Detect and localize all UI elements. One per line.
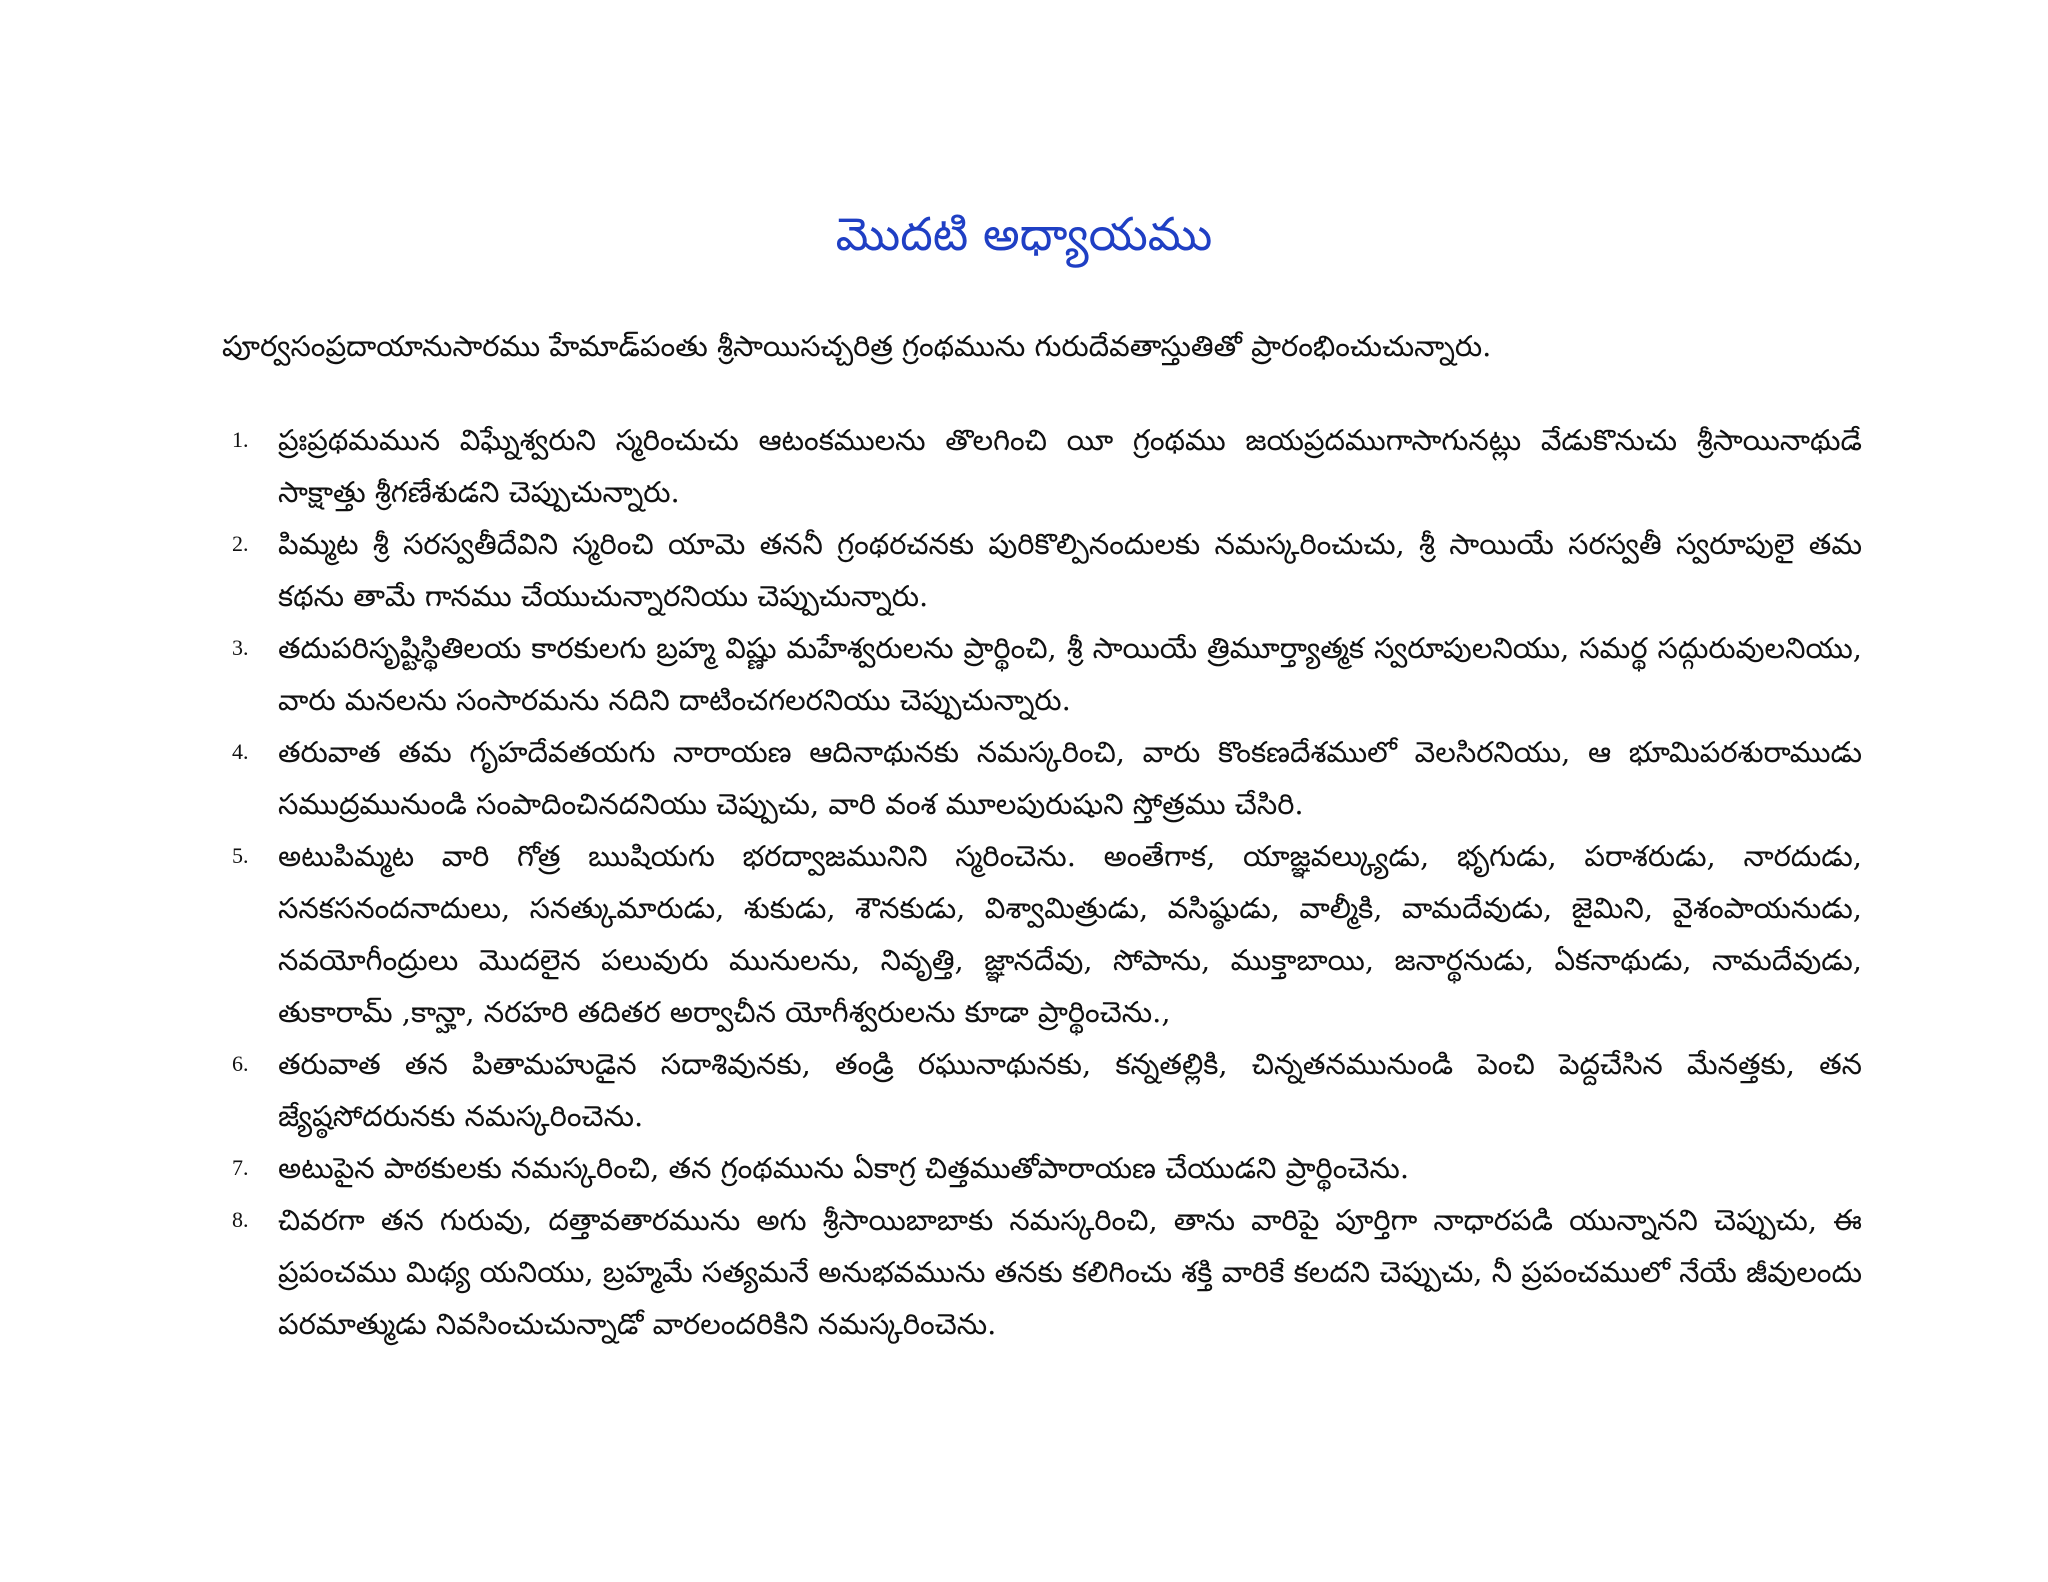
list-item xyxy=(222,1038,1862,1142)
list-item-text: అటుపైన పాఠకులకు నమస్కరించి, తన గ్రంథమును ఏకాగ్ర చిత్తముతోపారాయణ చేయుడని ప్రార్థించెను. xyxy=(278,1151,1410,1185)
numbered-list xyxy=(222,414,1862,1350)
list-item xyxy=(222,1142,1862,1194)
list-item xyxy=(222,1194,1862,1350)
list-item xyxy=(222,414,1862,518)
list-item-text: చివరగా తన గురువు, దత్తావతారమును అగు శ్రీసాయిబాబాకు నమస్కరించి, తాను వారిపై పూర్తిగా నాధారపడి యున్నానని చెప్పుచు, ఈ ప్రపంచము మిథ్య యనియు, బ్రహ్మమే సత్యమనే అనుభవమును తనకు కలిగించు శక్తి వారికే కలదని చెప్పుచు, నీ ప్రపంచములో నేయే జీవులందు పరమాత్ముడు నివసించుచున్నాడో వారలందరికిని నమస్కరించెను. xyxy=(278,1203,1862,1341)
list-item-text: తరువాత తన పితామహుడైన సదాశివునకు, తండ్రి రఘునాథునకు, కన్నతల్లికి, చిన్నతనమునుండి పెంచి పెద్దచేసిన మేనత్తకు, తన జ్యేష్ఠసోదరునకు నమస్కరించెను. xyxy=(278,1047,1862,1133)
list-item-number: 7. xyxy=(232,1155,249,1180)
list-item xyxy=(222,622,1862,726)
list-item xyxy=(222,830,1862,1038)
list-item-text: పిమ్మట శ్రీ సరస్వతీదేవిని స్మరించి యామె తననీ గ్రంథరచనకు పురికొల్పినందులకు నమస్కరించుచు, శ్రీ సాయియే సరస్వతీ స్వరూపులై తమ కథను తామే గానము చేయుచున్నారనియు చెప్పుచున్నారు. xyxy=(278,527,1862,613)
list-item-number: 8. xyxy=(232,1207,249,1232)
list-item-number: 4. xyxy=(232,739,249,764)
list-item xyxy=(222,518,1862,622)
intro-paragraph: పూర్వసంప్రదాయానుసారము హేమాడ్‌పంతు శ్రీసాయిసచ్చరిత్ర గ్రంథమును గురుదేవతాస్తుతితో ప్రారంభించుచున్నారు. xyxy=(222,329,1492,363)
list-item-number: 3. xyxy=(232,635,249,660)
list-item-text: అటుపిమ్మట వారి గోత్ర ఋషియగు భరద్వాజమునిని స్మరించెను. అంతేగాక, యాజ్ఞవల్క్యుడు, భృగుడు, పరాశరుడు, నారదుడు, సనకసనందనాదులు, సనత్కుమారుడు, శుకుడు, శౌనకుడు, విశ్వామిత్రుడు, వసిష్ఠుడు, వాల్మీకి, వామదేవుడు, జైమిని, వైశంపాయనుడు, నవయోగీంద్రులు మొదలైన పలువురు మునులను, నివృత్తి, జ్ఞానదేవు, సోపాను, ముక్తాబాయి, జనార్థనుడు, ఏకనాథుడు, నామదేవుడు, తుకారామ్ ,కాన్హా, నరహరి తదితర అర్వాచీన యోగీశ్వరులను కూడా ప్రార్థించెను., xyxy=(278,839,1862,1029)
list-item-text: ప్రఃప్రథమమున విఘ్నేశ్వరుని స్మరించుచు ఆటంకములను తొలగించి యీ గ్రంథము జయప్రదముగాసాగునట్లు వేడుకొనుచు శ్రీసాయినాథుడే సాక్షాత్తు శ్రీగణేశుడని చెప్పుచున్నారు. xyxy=(278,423,1862,509)
list-item-number: 5. xyxy=(232,843,249,868)
list-item-number: 2. xyxy=(232,531,249,556)
list-item-number: 6. xyxy=(232,1051,249,1076)
list-item-text: తరువాత తమ గృహదేవతయగు నారాయణ ఆదినాథునకు నమస్కరించి, వారు కొంకణదేశములో వెలసిరనియు, ఆ భూమిపరశురాముడు సముద్రమునుండి సంపాదించినదనియు చెప్పుచు, వారి వంశ మూలపురుషుని స్తోత్రము చేసిరి. xyxy=(278,735,1862,821)
list-item-text: తదుపరిసృష్టిస్థితిలయ కారకులగు బ్రహ్మ విష్ణు మహేశ్వరులను ప్రార్థించి, శ్రీ సాయియే త్రిమూర్త్యాత్మక స్వరూపులనియు, సమర్థ సద్గురువులనియు, వారు మనలను సంసారమను నదిని దాటించగలరనియు చెప్పుచున్నారు. xyxy=(278,631,1862,717)
list-item-number: 1. xyxy=(232,427,249,452)
chapter-title: మొదటి అధ్యాయము xyxy=(835,207,1213,261)
list-item xyxy=(222,726,1862,830)
